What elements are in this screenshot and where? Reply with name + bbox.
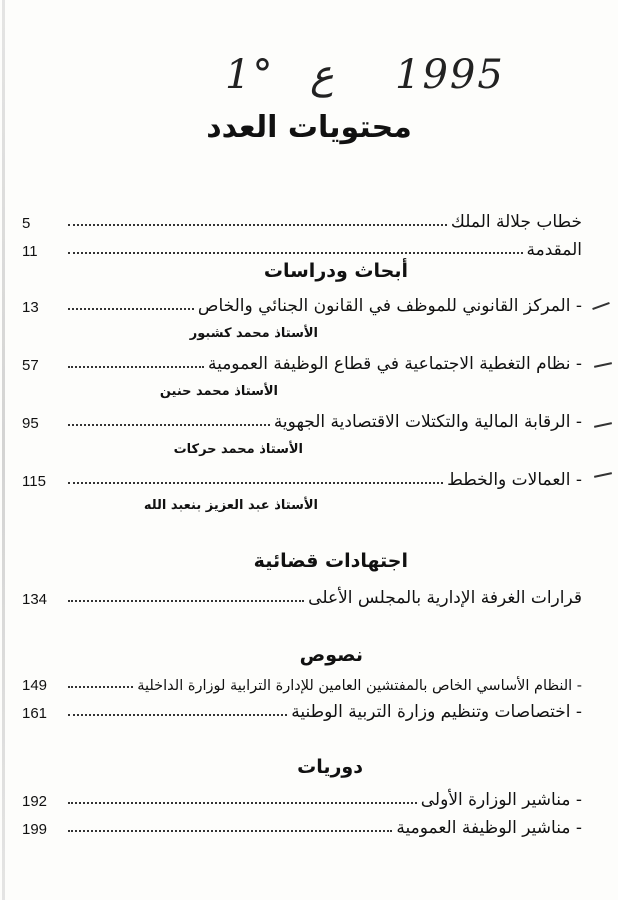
- toc-row[interactable]: [22, 584, 582, 608]
- toc-label: - النظام الأساسي الخاص بالمفتشين العامين للإدارة الترابية لوزارة الداخلية: [137, 678, 582, 694]
- toc-page-number: 95: [22, 415, 39, 432]
- leader-dots: [68, 252, 523, 254]
- toc-label: المقدمة: [526, 240, 582, 260]
- toc-page-number: 134: [22, 591, 48, 608]
- toc-label: - مناشير الوزارة الأولى: [420, 790, 582, 810]
- toc-page-number: 13: [22, 299, 39, 316]
- leader-dots: [68, 830, 392, 832]
- leader-dots: [68, 714, 287, 716]
- leader-dots: [68, 482, 443, 484]
- toc-label: - مناشير الوظيفة العمومية: [396, 818, 582, 838]
- section-heading-texts: نصوص: [299, 644, 363, 666]
- leader-dots: [68, 802, 417, 804]
- leader-dots: [68, 224, 447, 226]
- pen-mark: [594, 422, 612, 428]
- toc-row[interactable]: [22, 670, 582, 694]
- toc-page-number: 11: [22, 243, 38, 260]
- pen-mark: [594, 362, 612, 368]
- toc-label: - العمالات والخطط: [447, 470, 582, 490]
- toc-label: قرارات الغرفة الإدارية بالمجلس الأعلى: [308, 588, 582, 608]
- toc-row[interactable]: [22, 814, 582, 838]
- leader-dots: [68, 600, 304, 602]
- toc-row[interactable]: [22, 292, 582, 316]
- leader-dots: [68, 366, 204, 368]
- pen-mark: [592, 302, 610, 310]
- author-name: الأستاذ محمد حركات: [173, 442, 303, 457]
- toc-row[interactable]: [22, 786, 582, 810]
- toc-page-number: 161: [22, 705, 48, 722]
- toc-row[interactable]: [22, 408, 582, 432]
- author-name: الأستاذ عبد العزيز بنعبد الله: [143, 498, 318, 513]
- toc-label: - نظام التغطية الاجتماعية في قطاع الوظيفة العمومية: [207, 354, 582, 374]
- handwritten-year: 1995: [395, 52, 505, 98]
- toc-row[interactable]: [22, 698, 582, 722]
- leader-dots: [68, 686, 133, 688]
- toc-page-number: 5: [22, 215, 31, 232]
- toc-page-number: 199: [22, 821, 48, 838]
- toc-row[interactable]: [22, 236, 582, 260]
- leader-dots: [68, 308, 194, 310]
- handwritten-issue-note: [225, 52, 525, 112]
- toc-row[interactable]: [22, 208, 582, 232]
- toc-label: خطاب جلالة الملك: [450, 212, 582, 232]
- handwritten-number: 1°: [225, 52, 275, 98]
- handwritten-letter: ع: [310, 52, 334, 98]
- toc-label: - اختصاصات وتنظيم وزارة التربية الوطنية: [291, 702, 582, 722]
- author-name: الأستاذ محمد حنين: [159, 384, 278, 399]
- leader-dots: [68, 424, 270, 426]
- toc-page-number: 192: [22, 793, 48, 810]
- author-name: الأستاذ محمد كشبور: [189, 326, 318, 341]
- toc-label: - الرقابة المالية والتكتلات الاقتصادية الجهوية: [273, 412, 582, 432]
- pen-mark: [594, 472, 612, 478]
- toc-page-number: 115: [22, 473, 46, 490]
- toc-row[interactable]: [22, 466, 582, 490]
- section-heading-jurisprudence: اجتهادات قضائية: [253, 550, 408, 572]
- page-title: محتويات العدد: [206, 110, 412, 145]
- toc-page-number: 149: [22, 677, 48, 694]
- section-heading-periodicals: دوريات: [297, 756, 363, 778]
- toc-page-number: 57: [22, 357, 39, 374]
- section-heading-research: أبحاث ودراسات: [263, 260, 408, 282]
- toc-label: - المركز القانوني للموظف في القانون الجنائي والخاص: [197, 296, 582, 316]
- toc-row[interactable]: [22, 350, 582, 374]
